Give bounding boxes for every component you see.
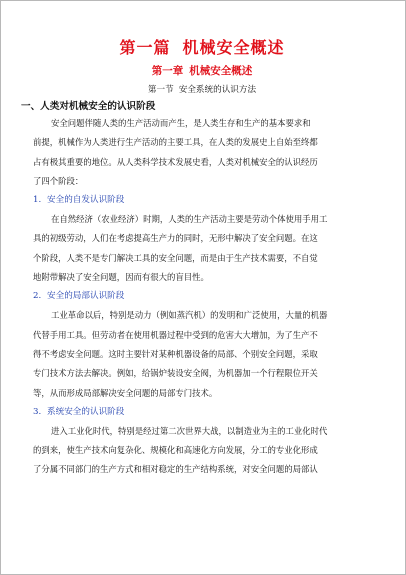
paragraph-line: 个阶段，人类不是专门解决工具的安全问题，而是由于生产技术需要，不自觉 bbox=[33, 252, 318, 263]
paragraph-line: 具的初级劳动，人们在考虑提高生产力的同时，无形中解决了安全问题。在这 bbox=[33, 233, 318, 244]
stage-title: 安全的自发认识阶段 bbox=[47, 195, 125, 206]
stage-1-heading bbox=[33, 191, 371, 210]
paragraph-line: 代替手用工具。但劳动者在使用机器过程中受到的危害大大增加，为了生产不 bbox=[33, 329, 318, 340]
chapter-name: 机械安全概述 bbox=[189, 65, 253, 77]
section-label: 第一节 bbox=[147, 85, 174, 95]
intro-paragraph bbox=[33, 114, 371, 191]
stage-2-paragraph bbox=[33, 306, 371, 402]
stage-3-heading bbox=[33, 403, 371, 422]
paragraph-line: 的到来，使生产技术向复杂化、规模化和高速化方向发展，分工的专业化形成 bbox=[33, 445, 318, 456]
page-content bbox=[21, 37, 371, 480]
paragraph-line: 在自然经济（农业经济）时期，人类的生产活动主要是劳动个体使用手用工 bbox=[51, 214, 328, 225]
paragraph-line: 专门技术方法去解决。例如，给锅炉装设安全阀，为机器加一个行程限位开关 bbox=[33, 368, 318, 379]
stage-number: 1. bbox=[33, 195, 42, 206]
paragraph-line: 进入工业化时代，特别是经过第二次世界大战，以制造业为主的工业化时代 bbox=[51, 425, 328, 436]
stage-number: 3. bbox=[33, 406, 42, 417]
section-title bbox=[33, 83, 371, 97]
stage-1-paragraph bbox=[33, 210, 371, 287]
stage-number: 2. bbox=[33, 291, 42, 302]
paragraph-line: 占有极其重要的地位。从人类科学技术发展史看，人类对机械安全的认识经历 bbox=[33, 156, 318, 167]
paragraph-line: 前提，机械作为人类进行生产活动的主要工具，在人类的发展史上自始至终都 bbox=[33, 137, 318, 148]
chapter-label: 第一章 bbox=[151, 65, 184, 77]
stage-title: 系统安全的认识阶段 bbox=[47, 406, 125, 417]
heading-level-1: 一、人类对机械安全的认识阶段 bbox=[21, 101, 156, 112]
stage-2-heading bbox=[33, 287, 371, 306]
part-label: 第一篇 bbox=[119, 38, 171, 57]
section-name: 安全系统的认识方法 bbox=[178, 85, 257, 95]
paragraph-line: 地附带解决了安全问题，因而有很大的盲目性。 bbox=[33, 272, 209, 283]
part-title bbox=[33, 37, 371, 59]
paragraph-line: 安全问题伴随人类的生产活动而产生，是人类生存和生产的基本要求和 bbox=[51, 118, 311, 128]
stage-title: 安全的局部认识阶段 bbox=[47, 291, 125, 302]
paragraph-line: 了分属不同部门的生产方式和相对稳定的生产结构系统，对安全问题的局部认 bbox=[33, 464, 318, 475]
part-name: 机械安全概述 bbox=[182, 38, 285, 57]
paragraph-line: 工业革命以后，特别是动力（例如蒸汽机）的发明和广泛使用，大量的机器 bbox=[51, 310, 328, 321]
paragraph-line: 等，从而形成局部解决安全问题的局部专门技术。 bbox=[33, 387, 218, 398]
paragraph-line: 得不考虑安全问题。这时主要针对某种机器设备的局部、个别安全问题，采取 bbox=[33, 348, 318, 359]
paragraph-line: 了四个阶段： bbox=[33, 175, 84, 186]
chapter-title bbox=[33, 63, 371, 79]
stage-3-paragraph bbox=[33, 422, 371, 480]
